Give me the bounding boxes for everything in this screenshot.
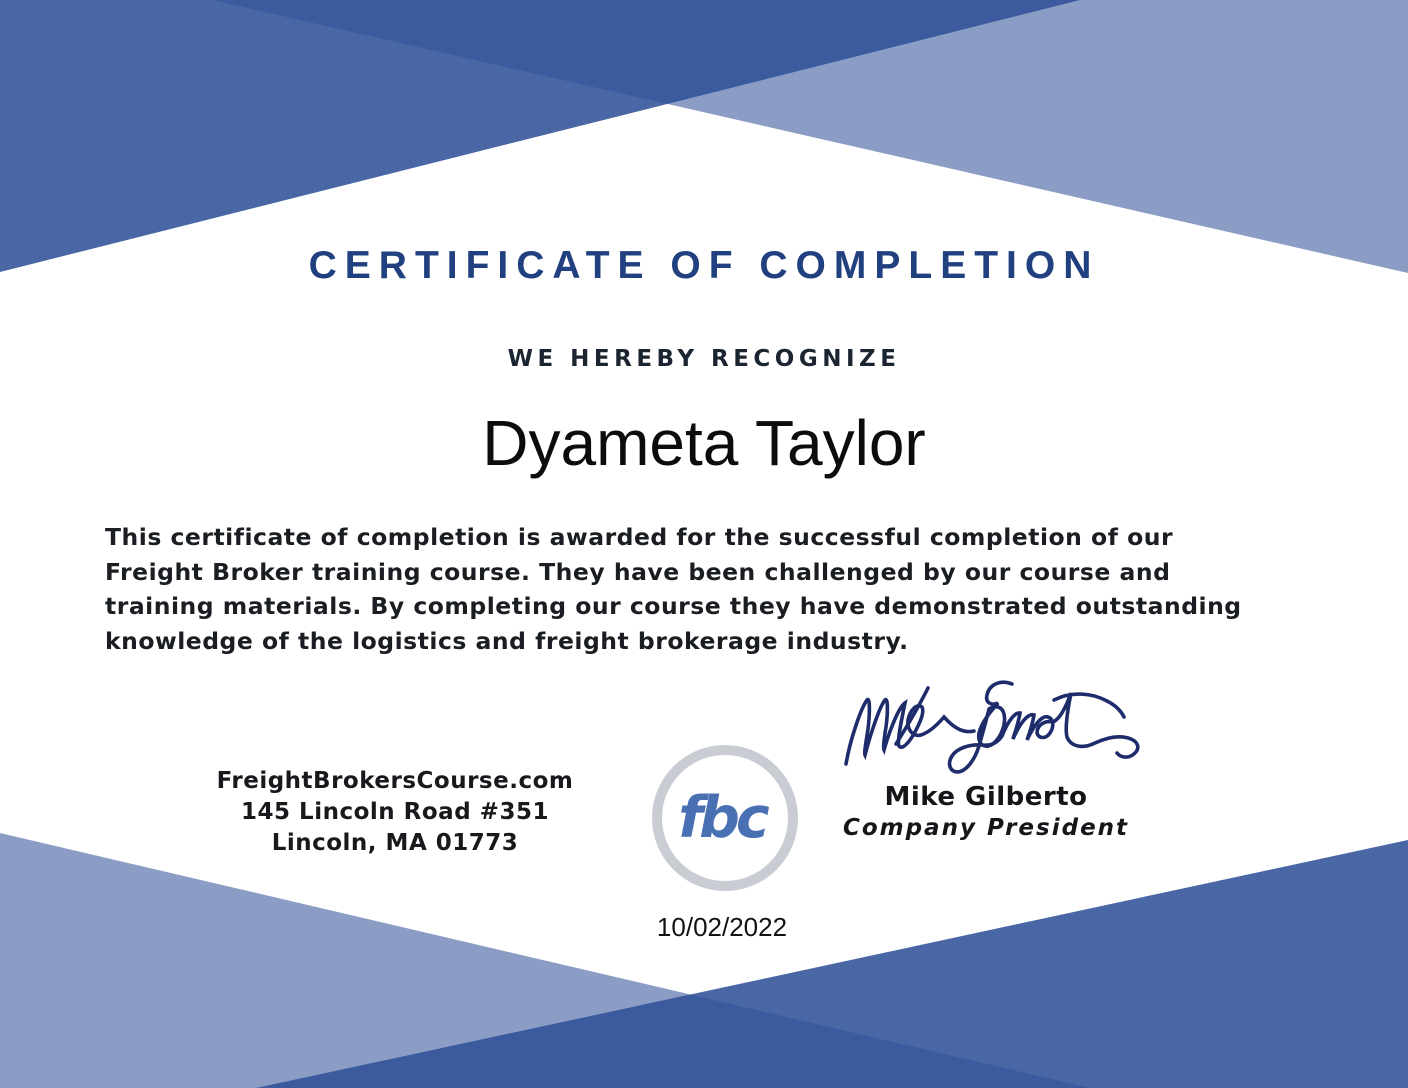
- body-line: knowledge of the logistics and freight brokerage industry.: [105, 626, 909, 655]
- signature-image: [836, 676, 1152, 784]
- certificate-title: CERTIFICATE OF COMPLETION: [308, 244, 1100, 287]
- body-line: Freight Broker training course. They have been challenged by our course and: [105, 557, 1171, 586]
- body-line: This certificate of completion is awarded for the successful completion of our: [105, 523, 1174, 551]
- issuer-website: FreightBrokersCourse.com: [216, 768, 574, 794]
- certificate-body: [105, 520, 1315, 658]
- signer-block: [826, 782, 1146, 841]
- recipient-name: Dyameta Taylor: [482, 407, 926, 479]
- fbc-logo: [652, 745, 798, 891]
- signer-name: Mike Gilberto: [884, 782, 1088, 812]
- issuer-address-line2: Lincoln, MA 01773: [271, 830, 519, 856]
- signer-title: Company President: [842, 815, 1130, 841]
- recognition-label: WE HEREBY RECOGNIZE: [507, 346, 901, 372]
- issue-date: 10/02/2022: [656, 912, 788, 942]
- issuer-address-block: [105, 766, 685, 859]
- fbc-logo-text: fbc: [678, 785, 766, 851]
- issuer-address-line1: 145 Lincoln Road #351: [241, 799, 549, 825]
- body-line: training materials. By completing our course they have demonstrated outstanding: [105, 592, 1242, 620]
